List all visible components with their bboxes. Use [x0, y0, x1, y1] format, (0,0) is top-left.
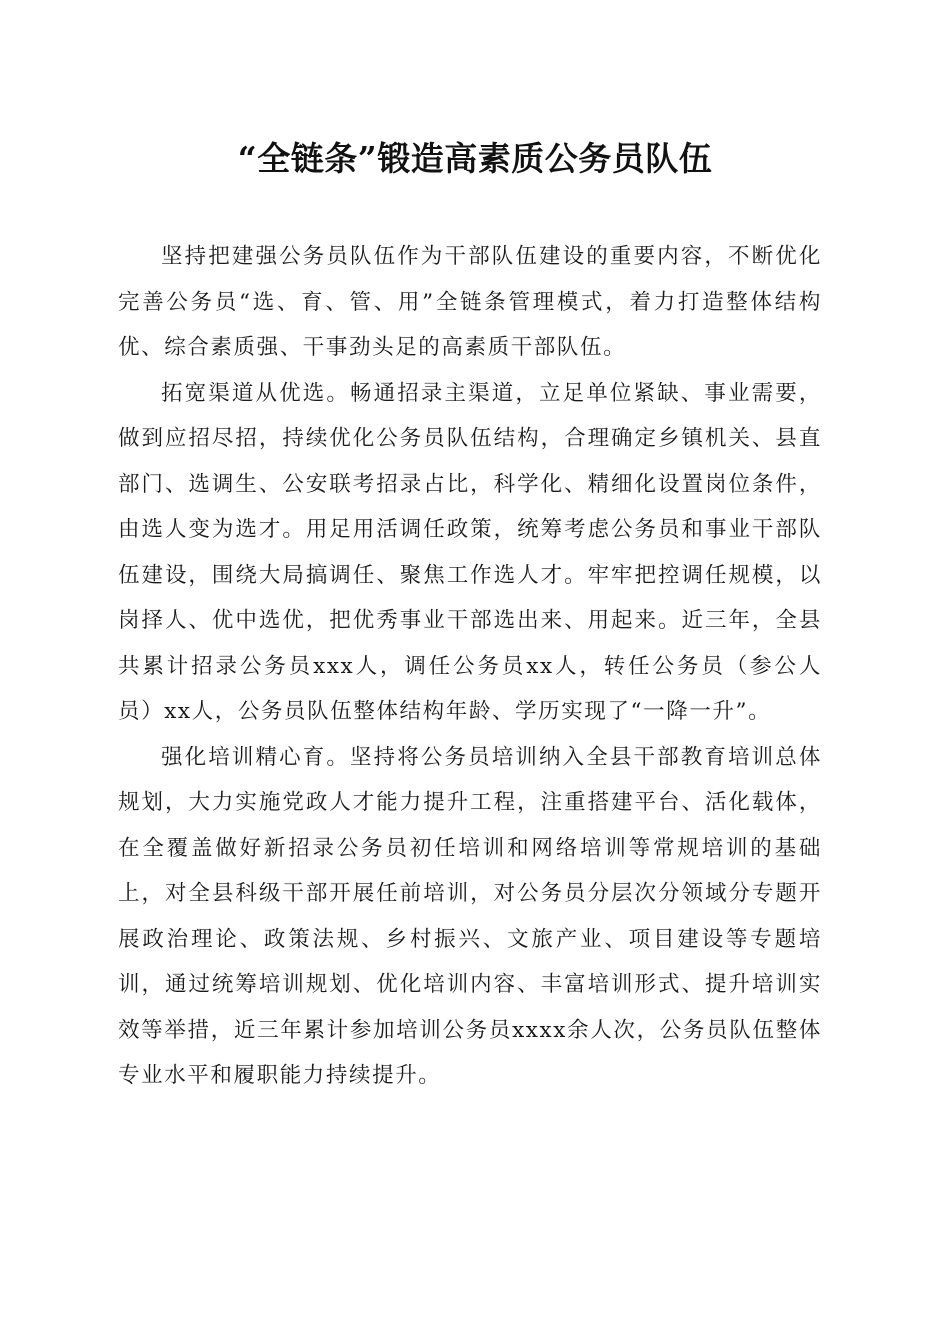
paragraph-training: 强化培训精心育。坚持将公务员培训纳入全县干部教育培训总体规划，大力实施党政人才能力提升工程，注重搭建平台、活化载体，在全覆盖做好新招录公务员初任培训和网络培训等常规培训的基础上，对全县科级干部开展任前培训，对公务员分层次分领域分专题开展政治理论、政策法规、乡村振兴、文旅产业、项目建设等专题培训，通过统筹培训规划、优化培训内容、丰富培训形式、提升培训实效等举措，近三年累计参加培训公务员xxxx余人次，公务员队伍整体专业水平和履职能力持续提升。: [118, 744, 822, 1088]
paragraph-selection: 拓宽渠道从优选。畅通招录主渠道，立足单位紧缺、事业需要，做到应招尽招，持续优化公务员队伍结构，合理确定乡镇机关、县直部门、选调生、公安联考招录占比，科学化、精细化设置岗位条件，由选人变为选才。用足用活调任政策，统筹考虑公务员和事业干部队伍建设，围绕大局搞调任、聚焦工作选人才。牢牢把控调任规模，以岗择人、优中选优，把优秀事业干部选出来、用起来。近三年，全县共累计招录公务员xxx人，调任公务员xx人，转任公务员（参公人员）xx人，公务员队伍整体结构年龄、学历实现了“一降一升”。: [118, 380, 822, 724]
document-body: [118, 234, 822, 1099]
document-title: “全链条”锻造高素质公务员队伍: [237, 139, 713, 178]
paragraph-intro: 坚持把建强公务员队伍作为干部队伍建设的重要内容，不断优化完善公务员“选、育、管、用”全链条管理模式，着力打造整体结构优、综合素质强、干事劲头足的高素质干部队伍。: [118, 244, 822, 360]
